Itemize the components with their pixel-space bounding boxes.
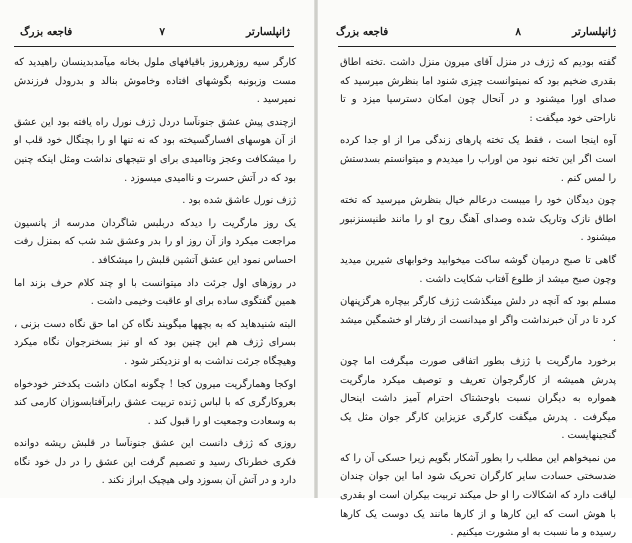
running-title: فاجعه بزرگ [20, 26, 73, 38]
paragraph: البته شنیدهاید که به بچهها میگویند نگاه کن اما حق نگاه دست بزنی ، بسرای ژزف هم این چنین بود که او نیز بسخنرجوان نگاه میکرد وهیچگاه جرئت نداشت به او نزدیکتر شود . [14, 318, 296, 367]
paragraph: یک روز مارگریت را دیدکه دربلبس شاگردان مدرسه از پانسیون مراجعت میکرد واز آن روز او را بدر وعشق شد شب که بمنزل رفت احساس نمود این عشق آتشین قلبش را میشکافد . [14, 217, 296, 266]
paragraph: اوکجا وهمارگریت میرون کجا ! چگونه امکان داشت یکدختر خودخواه بعروکارگری که با لباس ژنده تربیت عشق رابرآفتابسوزان کارمی کند به وسعادت وجمعیت او را قبول کند . [14, 378, 296, 427]
paragraph: در روزهای اول جرئت داد میتوانست با او چند کلام حرف بزند اما همین گفتگوی ساده برای او عاقبت وخیمی داشت . [14, 277, 296, 308]
right-page [318, 0, 632, 539]
page-number: ۷ [159, 26, 165, 38]
paragraph: گفته بودیم که ژزف در منزل آقای میرون منزل داشت .تخته اطاق بقدری ضخیم بود که نمیتوانست چیزی شنود اما بنظرش میرسید که صدای اورا میشنود و در آنحال چون امکان دسترسیا میزد و تا ناراحتی خود میگفت : [340, 57, 616, 124]
running-author: ژانپلسارتر [246, 26, 290, 38]
paragraph: ازچندی پیش عشق جنونآسا دردل ژزف نورل راه یافته بود این عشق از آن هوسهای افسارگسیخته بود که نه تنها او را بچنگال خود قلب او را میشکافت وعجز وناامیدی برای او نتیجهای نداشت ومثل اینکه چنین بود که در آتش حسرت و ناامیدی میسوزد . [14, 116, 296, 184]
left-page-body [14, 54, 296, 491]
left-page-header [20, 26, 290, 44]
paragraph: برخورد مارگریت با ژزف بطور اتفاقی صورت میگرفت اما چون پدرش همیشه از کارگرجوان تعریف و توصیف میکرد مارگریت همواره به دیگران نسبت باوحشتاک احترام آمیز داشت اینحال میگرفت . پدرش میگفت کارگری عزیزاین کارگر جوان مثل یک گنجینهایست . [340, 355, 616, 442]
header-rule [338, 46, 616, 47]
paragraph: ژزف نورل عاشق شده بود . [182, 195, 296, 207]
paragraph: من نمیخواهم این مطلب را بطور آشکار بگویم زیرا حسکی آن را که ضدسختی حسادت سایر کارگران تحریک شود اما این جوان چندان لیاقت دارد که اشکالات را او حل میکند تربیت بیکران است او بقدری با هوش است که این کارها و از کارها مانند یک دوست یک کارها رسیده و ما نسبت به او مشورت میکنیم . [340, 452, 616, 539]
paragraph: مسلم بود که آنچه در دلش مینگذشت ژزف کارگر بیچاره هرگزپنهان کرد تا در آن خبرنداشت واگر او میدانست از رفتار او خشمگین میشد . [340, 296, 616, 345]
paragraph: گاهی تا صبح درمیان گوشه ساکت میخوابید وخوابهای شیرین میدید وچون صبح میشد از طلوع آفتاب شکایت داشت . [340, 254, 616, 285]
paragraph: کارگر سیه روزهرروز باقیافهای ملول بخانه میآمدبدینسان راهیدید که مست وزبونبه بگوشهای افتاده وخاموش بنالد و بدرودل فرزندش نمیرسید . [14, 57, 296, 106]
paragraph: روزی که ژزف دانست این عشق جنونآسا در قلبش ریشه دوانده فکری خطرناک رسید و تصمیم گرفت این عشق را در دل خود نگاه دارد و در آتش آن بسوزد ولی هیچیک ابراز نکند . [14, 438, 296, 487]
left-page [0, 0, 314, 498]
right-page-body [340, 54, 616, 543]
paragraph: چون دیدگان خود را میبست درعالم خیال بنظرش میرسید که تخته اطاق نازک وتاریک شده وصدای آهنگ روح او را مانند طنیسنزنبور میشنود . [340, 195, 616, 244]
header-rule [14, 46, 294, 47]
page-number: ۸ [515, 26, 521, 38]
running-title: فاجعه بزرگ [336, 26, 389, 38]
paragraph: آوه اینجا است ، فقط یک تخته پارهای زندگی مرا از او جدا کرده است اگر این تخته نبود من اوراب را میدیدم و میتوانستم بسدستش را لمس کنم . [340, 135, 616, 184]
right-page-header [336, 26, 616, 44]
running-author: ژانپلسارتر [572, 26, 616, 38]
